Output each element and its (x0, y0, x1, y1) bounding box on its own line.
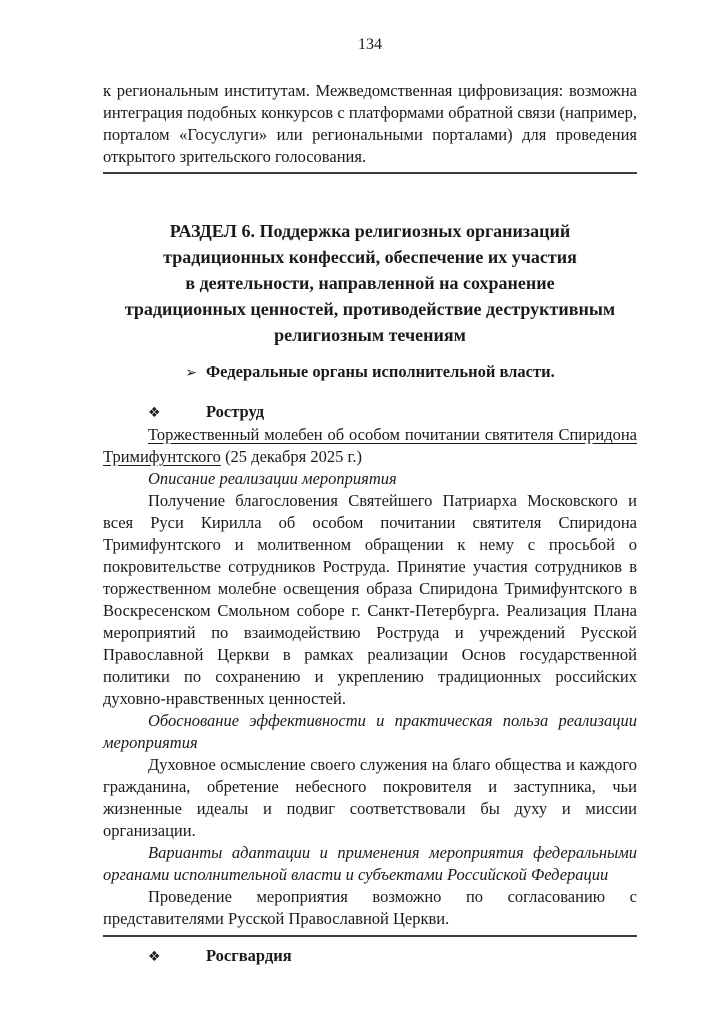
heading-line-4: традиционных ценностей, противодействие деструктивным (124, 299, 616, 319)
description-subheading: Описание реализации мероприятия (148, 469, 397, 488)
heading-line-2: традиционных конфессий, обеспечение их участия (163, 247, 577, 267)
rosgvardia-heading (103, 945, 637, 968)
justification-paragraph: Духовное осмысление своего служения на благо общества и каждого гражданина, обретение небесного покровителя и заступника, чьи жизненные идеалы и подвиг соответствовали бы духу и миссии организации. (103, 755, 637, 840)
rostrud-heading (103, 401, 637, 424)
adaptation-paragraph: Проведение мероприятия возможно по согласованию с представителями Русской Православной Церкви. (103, 887, 637, 928)
event-title (103, 424, 637, 468)
section-divider-top (103, 172, 637, 174)
description-paragraph: Получение благословения Святейшего Патриарха Московского и всея Руси Кирилла об особом почитании святителя Спиридона Тримифунтского и молитвенном обращении к нему с просьбой о покровительстве сотрудников Роструда. Принятие участия сотрудников в торжественном молебне освещения образа Спиридона Тримифунтского в Воскресенском Смольном соборе г. Санкт-Петербурга. Реализация Плана мероприятий по взаимодействию Роструда и учреждений Русской Православной Церкви в рамках реализации Основ государственной политики по сохранению и укреплению традиционных российских духовно-нравственных ценностей. (103, 491, 637, 708)
heading-line-5: религиозным течениям (274, 325, 466, 345)
diamond-bullet-icon: ❖ (148, 405, 161, 421)
event-title-underlined: Торжественный молебен об особом почитании святителя Спиридона Тримифунтского (103, 425, 637, 466)
federal-bodies-heading (103, 361, 637, 384)
arrow-bullet-icon: ➢ (185, 365, 197, 381)
event-date: (25 декабря 2025 г.) (220, 447, 363, 466)
heading-line-3: в деятельности, направленной на сохранение (185, 273, 555, 293)
intro-paragraph: к региональным институтам. Межведомственная цифровизация: возможна интеграция подобных конкурсов с платформами обратной связи (например, порталом «Госуслуги» или региональными порталами) для проведения открытого зрительского голосования. (103, 81, 637, 166)
federal-bodies-label: Федеральные органы исполнительной власти. (206, 362, 555, 381)
rosgvardia-label: Росгвардия (206, 946, 292, 965)
justification-subheading: Обоснование эффективности и практическая польза реализации мероприятия (103, 711, 637, 752)
heading-line-1: РАЗДЕЛ 6. Поддержка религиозных организаций (169, 221, 571, 241)
page-number: 134 (358, 36, 382, 53)
section-heading (103, 218, 637, 348)
section-divider-bottom (103, 935, 637, 937)
rostrud-label: Роструд (206, 402, 265, 421)
adaptation-subheading: Варианты адаптации и применения мероприятия федеральными органами исполнительной власти и субъектами Российской Федерации (103, 843, 637, 884)
diamond-bullet-icon: ❖ (148, 949, 161, 965)
